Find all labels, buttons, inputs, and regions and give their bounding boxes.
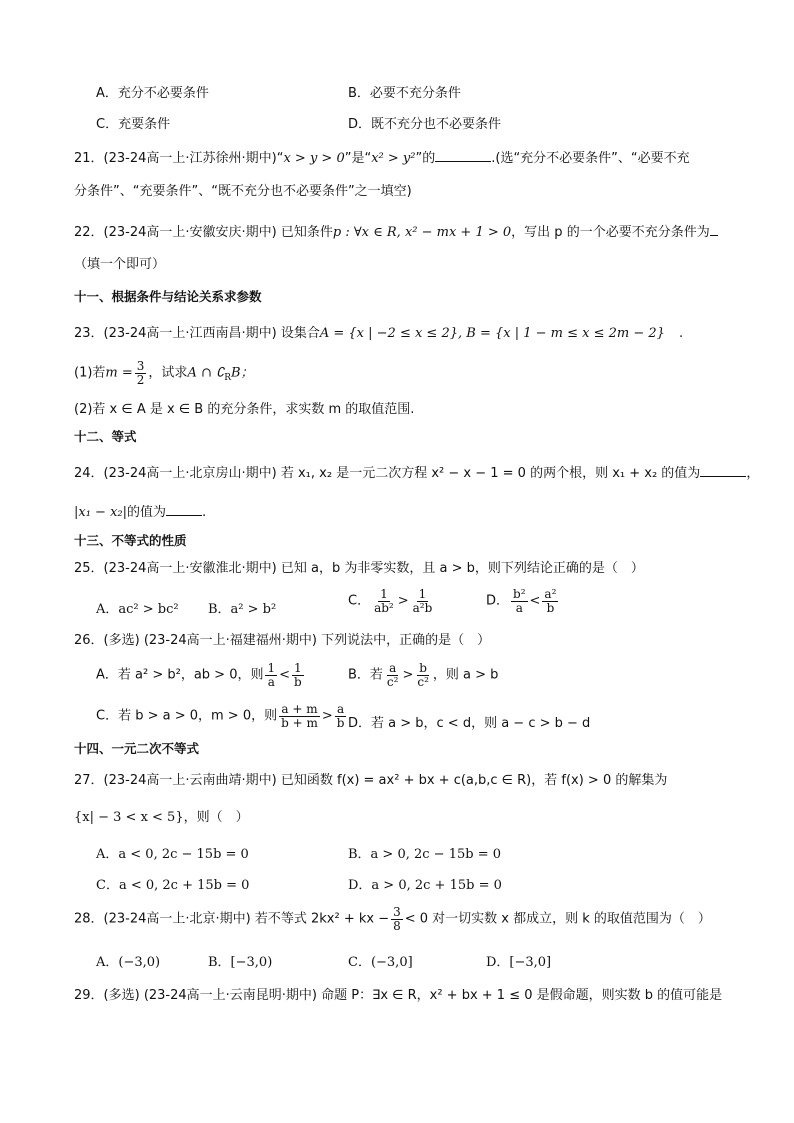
q28-option-a: A．(−3,0): [96, 955, 161, 970]
q26-option-a: A．若 a² > b²，ab > 0，则 $\frac{1}{a}$ < $\frac{1}{b}$: [96, 661, 302, 689]
question-23: 23．(23-24高一上·江西南昌·期中) 设集合A = {x | −2 ≤ x ≤ 2}, B = {x | 1 − m ≤ x ≤ 2m − 2} .: [74, 326, 684, 341]
q20-option-d: D．既不充分也不必要条件: [348, 117, 502, 132]
answer-blank[interactable]: [700, 464, 746, 477]
question-22-line2: （填一个即可）: [74, 257, 166, 272]
question-24: 24．(23-24高一上·北京房山·期中) 若 x₁, x₂ 是一元二次方程 x² − x − 1 = 0 的两个根，则 x₁ + x₂ 的值为 ，: [74, 466, 760, 481]
q25-option-b: B．a² > b²: [208, 602, 277, 617]
q28-option-c: C．(−3,0]: [348, 955, 413, 970]
q20-option-a: A．充分不必要条件: [96, 86, 209, 101]
q27-option-d: D．a > 0, 2c + 15b = 0: [348, 878, 502, 893]
q27-option-a: A．a < 0, 2c − 15b = 0: [96, 847, 249, 862]
answer-blank[interactable]: [166, 503, 202, 516]
section-heading: 十三、不等式的性质: [74, 533, 187, 548]
q20-option-b: B．必要不充分条件: [348, 86, 461, 101]
answer-blank[interactable]: [435, 149, 491, 162]
q20-option-c: C．充要条件: [96, 117, 171, 132]
section-heading: 十二、等式: [74, 429, 137, 444]
q26-option-d: D．若 a > b，c < d，则 a − c > b − d: [348, 716, 591, 731]
question-27-line2: {x| − 3 < x < 5}，则（ ）: [74, 810, 249, 825]
q28-option-d: D．[−3,0]: [486, 955, 552, 970]
q28-option-b: B．[−3,0): [208, 955, 273, 970]
q27-option-c: C．a < 0, 2c + 15b = 0: [96, 878, 250, 893]
question-22: 22．(23-24高一上·安徽安庆·期中) 已知条件p : ∀x ∈ R, x² − mx + 1 > 0，写出 p 的一个必要不充分条件为: [74, 223, 718, 239]
question-21: 21．(23-24高一上·江苏徐州·期中)“x > y > 0”是“x² > y²”的 .(选“充分不必要条件”、“必要不充: [74, 151, 690, 166]
answer-blank[interactable]: [710, 223, 718, 236]
q25-option-c: C． $\frac{1}{\text{ab²}}$ > $\frac{1}{\text{a²b}}$: [348, 587, 433, 615]
question-21-line2: 分条件”、“充要条件”、“既不充分也不必要条件”之一填空): [74, 184, 412, 199]
question-23-part2: (2)若 x ∈ A 是 x ∈ B 的充分条件，求实数 m 的取值范围.: [74, 402, 415, 417]
q26-option-b: B．若 $\frac{a}{\text{c²}}$ > $\frac{b}{\text{c²}}$ ，则 a > b: [348, 661, 499, 689]
question-23-part1: (1)若m = $\frac{3}{2}$ ，试求A ∩ $∁_RB$；: [74, 359, 254, 387]
section-heading: 十一、根据条件与结论关系求参数: [74, 289, 262, 304]
q27-option-b: B．a > 0, 2c − 15b = 0: [348, 847, 501, 862]
question-27: 27．(23-24高一上·云南曲靖·期中) 已知函数 f(x) = ax² + bx + c(a,b,c ∈ R)，若 f(x) > 0 的解集为: [74, 773, 668, 788]
question-26: 26．(多选) (23-24高一上·福建福州·期中) 下列说法中，正确的是（ ）: [74, 633, 491, 648]
section-heading: 十四、一元二次不等式: [74, 741, 200, 756]
question-28: 28．(23-24高一上·北京·期中) 若不等式 2kx² + kx − $\frac{3}{8}$ < 0 对一切实数 x 都成立，则 k 的取值范围为（ ）: [74, 905, 711, 933]
q25-option-d: D． $\frac{\text{b²}}{a}$ < $\frac{\text{a²}}{b}$: [486, 587, 557, 615]
question-25: 25．(23-24高一上·安徽淮北·期中) 已知 a，b 为非零实数，且 a > b，则下列结论正确的是（ ）: [74, 561, 644, 576]
question-24-line2: |x₁ − x₂|的值为 .: [74, 505, 207, 520]
question-29: 29．(多选) (23-24高一上·云南昆明·期中) 命题 P：∃x ∈ R，x² + bx + 1 ≤ 0 是假命题，则实数 b 的值可能是: [74, 988, 723, 1003]
q25-option-a: A．ac² > bc²: [96, 602, 179, 617]
q26-option-c: C．若 b > a > 0，m > 0，则 $\frac{a + m}{b + m}$ > $\frac{a}{b}$: [96, 702, 345, 730]
